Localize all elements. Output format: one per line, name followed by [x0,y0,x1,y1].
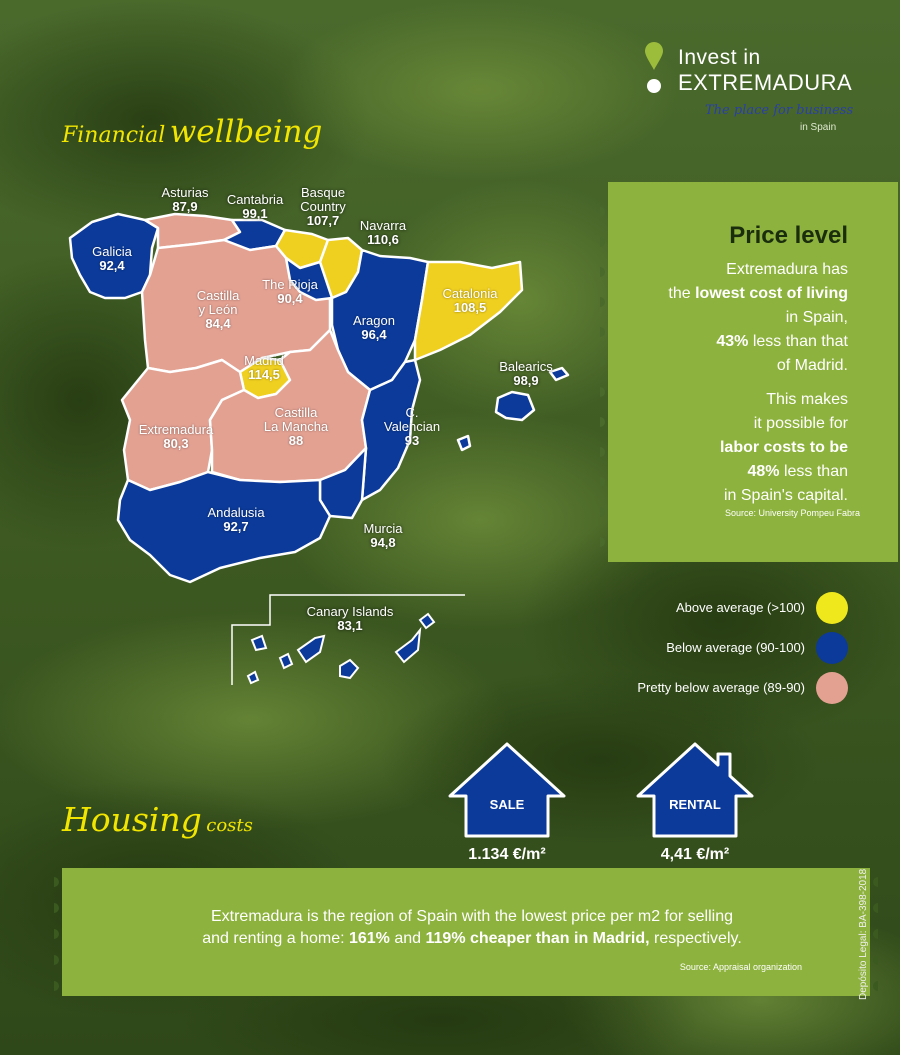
housing-heading-1: Housing [62,800,202,839]
rental-price: 4,41 €/m² [660,846,730,863]
housing-heading [62,800,253,839]
sale-label: SALE [489,797,525,812]
price-level-source: Source: University Pompeu Fabra [724,508,860,518]
sale-price: 1.134 €/m² [468,846,546,863]
spain-map [0,0,600,700]
label-rioja: The Rioja 90,4 [262,277,318,306]
legend-above-label: Above average (>100) [675,600,805,615]
label-asturias: Asturias 87,9 [161,185,209,214]
label-andalusia: Andalusia 92,7 [207,505,265,534]
label-cantabria: Cantabria 99,1 [226,192,284,221]
label-castilla-mancha: Castilla La Mancha 88 [263,405,329,448]
canary-island-1 [252,636,266,650]
ticket-notch-left-bottom [54,868,70,996]
legend-below-dot [816,632,848,664]
label-castilla-leon: Castilla y León 84,4 [196,288,240,331]
label-basque: Basque Country 107,7 [300,185,346,228]
price-level-panel [608,182,898,562]
legend-pretty-below-label: Pretty below average (89-90) [637,680,805,695]
region-balearics-mallorca [496,392,534,420]
legend-pretty-below-dot [816,672,848,704]
sale-house-icon [446,740,568,840]
label-aragon: Aragon 96,4 [353,313,395,342]
label-extremadura: Extremadura 80,3 [138,422,214,451]
canary-island-5 [396,630,420,662]
label-canary: Canary Islands 83,1 [306,604,394,633]
location-pin-icon [642,40,666,96]
logo-line2: EXTREMADURA [678,70,853,95]
label-navarra: Navarra 110,6 [359,218,407,247]
housing-panel [62,868,870,996]
canary-island-6 [420,614,434,628]
label-murcia: Murcia 94,8 [363,521,403,550]
canary-island-4 [340,660,358,678]
legal-deposit: Depósito Legal: BA-398-2018 [858,868,869,1000]
logo-sub: in Spain [800,122,837,133]
housing-text: Extremadura is the region of Spain with the lowest price per m2 for selling and renting a home: 161% and 119% cheaper than in Madrid, respectively. [202,908,742,947]
label-valencia: C. Valencian 93 [383,405,441,448]
canary-island-3 [298,636,324,662]
canary-island-2 [280,654,292,668]
ticket-notch-left [600,182,616,562]
legend-below-label: Below average (90-100) [666,640,805,655]
housing-heading-2: costs [206,815,253,836]
logo-line1: Invest in [678,46,761,69]
canary-island-7 [248,672,258,683]
label-madrid: Madrid 114,5 [244,353,284,382]
label-balearics: Balearics 98,9 [499,359,553,388]
label-catalonia: Catalonia 108,5 [442,286,498,315]
financial-heading-2: wellbeing [169,114,323,150]
logo-slogan: The place for business [705,103,854,118]
price-level-title: Price level [729,222,848,249]
price-level-text: Extremadura has the lowest cost of living in Spain, 43% less than that of Madrid. This makes it possible for labor costs to be 48% less than in Spain's capital. [668,261,848,504]
rental-house-icon [634,740,756,840]
rental-label: RENTAL [669,797,721,812]
region-balearics-ibiza [458,436,470,450]
financial-heading-1: Financial [62,123,166,148]
label-galicia: Galicia 92,4 [92,244,132,273]
housing-source: Source: Appraisal organization [679,962,802,972]
legend-above-dot [816,592,848,624]
